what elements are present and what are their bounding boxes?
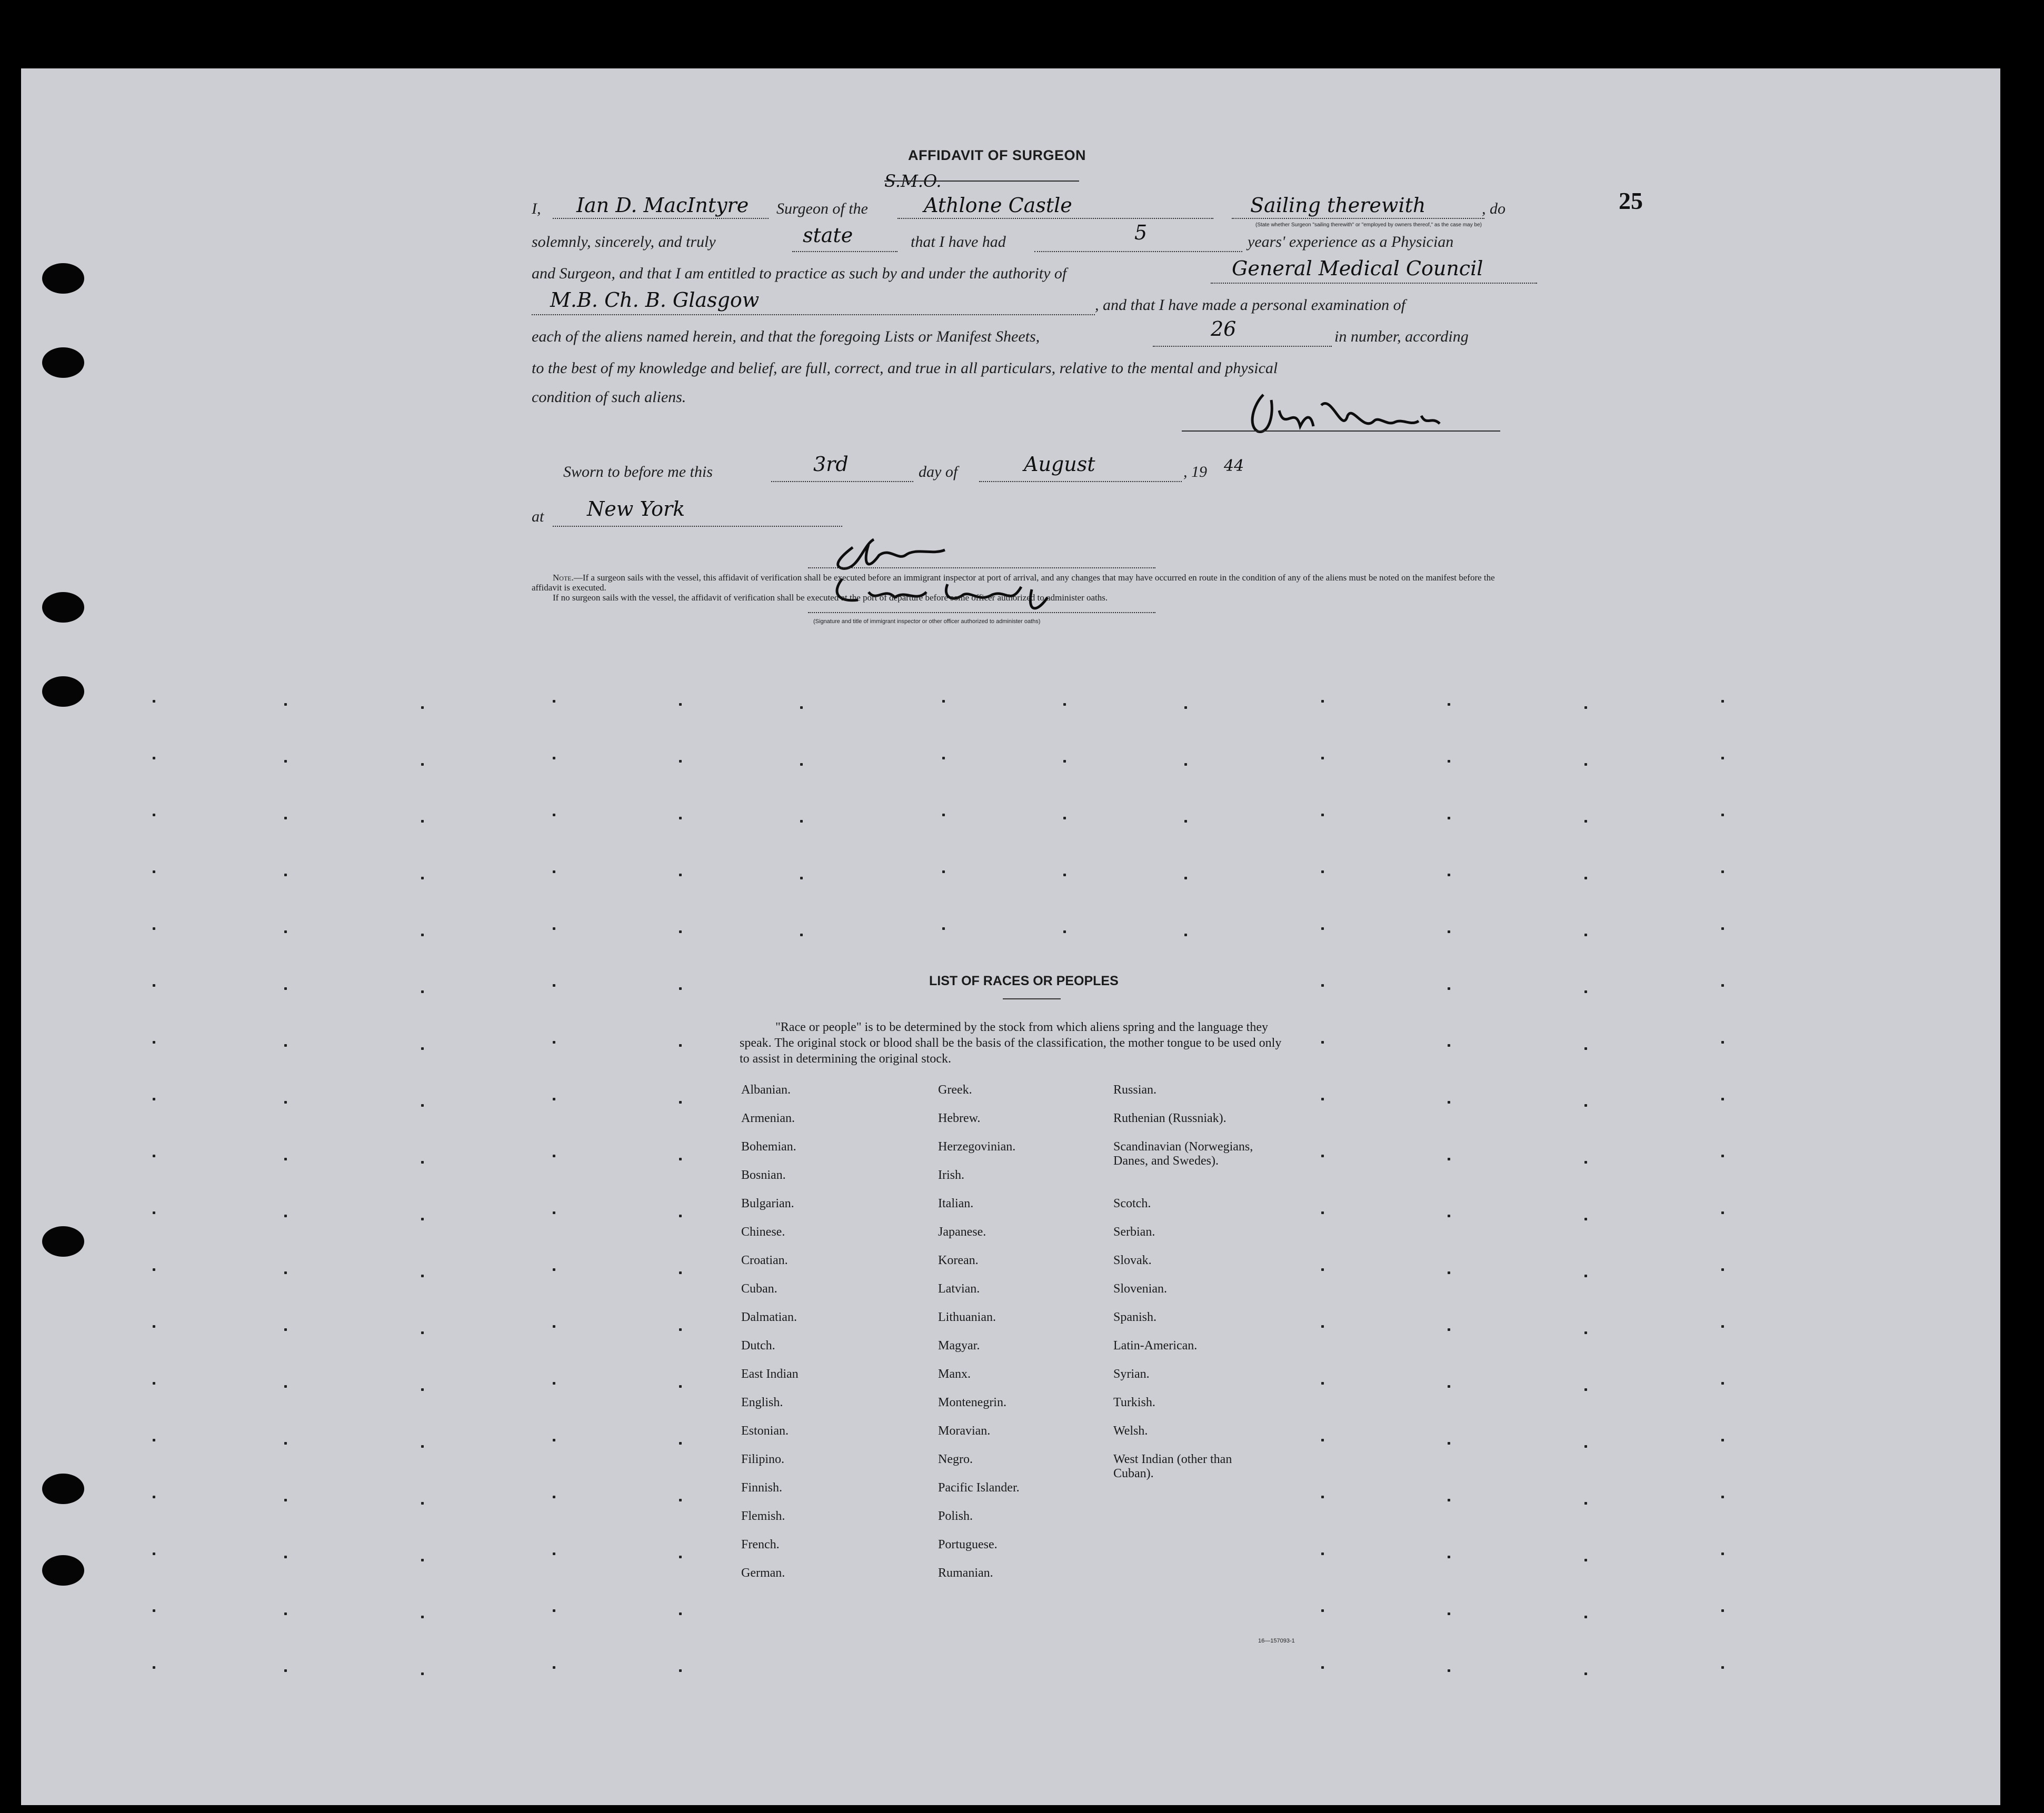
race-item: Scandinavian (Norwegians, Danes, and Swedes). (1113, 1140, 1253, 1168)
column-tick (421, 1331, 424, 1334)
column-tick (1321, 1496, 1324, 1498)
column-tick (553, 1666, 555, 1669)
affidavit-note (532, 573, 1511, 603)
column-tick (553, 984, 555, 987)
column-tick (421, 1388, 424, 1391)
column-tick (679, 1669, 682, 1672)
column-tick (1321, 927, 1324, 930)
race-item: Japanese. (938, 1225, 986, 1239)
column-tick (553, 870, 555, 873)
column-tick (1721, 814, 1724, 816)
column-tick (679, 1385, 682, 1388)
year-handwritten: 44 (1224, 457, 1244, 475)
column-tick (153, 870, 155, 873)
personal-examination-text: , and that I have made a personal examination of (1095, 296, 1405, 314)
column-tick (1584, 1559, 1587, 1561)
column-tick (553, 757, 555, 759)
column-tick (1721, 1382, 1724, 1385)
column-tick (1721, 700, 1724, 703)
column-tick (942, 700, 945, 703)
column-tick (1448, 1158, 1450, 1160)
column-tick (153, 1211, 155, 1214)
race-item (1113, 1168, 1253, 1197)
column-tick (153, 814, 155, 816)
column-tick (421, 763, 424, 766)
column-tick (153, 1552, 155, 1555)
column-tick (942, 870, 945, 873)
binder-hole (42, 263, 84, 294)
race-item: Turkish. (1113, 1396, 1155, 1409)
races-column-1 (741, 1083, 799, 1595)
column-tick (284, 1044, 287, 1047)
column-tick (284, 760, 287, 763)
column-tick (153, 1155, 155, 1157)
column-tick (1321, 1211, 1324, 1214)
race-item: Negro. (938, 1453, 973, 1466)
place-handwritten: New York (587, 497, 685, 520)
column-tick (679, 1612, 682, 1615)
column-tick (284, 817, 287, 819)
race-item: Slovak. (1113, 1254, 1152, 1267)
column-tick (1448, 1556, 1450, 1558)
column-tick (1448, 987, 1450, 990)
race-item: Armenian. (741, 1111, 795, 1125)
sheets-field (1153, 328, 1332, 347)
column-tick (1448, 1271, 1450, 1274)
column-tick (679, 1101, 682, 1104)
column-tick (1721, 757, 1724, 759)
column-tick (1321, 1268, 1324, 1271)
column-tick (421, 934, 424, 936)
surgeon-of-text: Surgeon of the (776, 200, 868, 217)
race-item: Ruthenian (Russniak). (1113, 1111, 1227, 1125)
column-tick (1721, 927, 1724, 930)
race-item: Estonian. (741, 1424, 789, 1438)
column-tick (679, 1328, 682, 1331)
race-item: Dutch. (741, 1339, 775, 1353)
column-tick (679, 1158, 682, 1160)
race-item: French. (741, 1538, 780, 1551)
state-whether-note: (State whether Surgeon "sailing therewith" or "employed by owners thereof," as the case may be) (1255, 222, 1482, 228)
column-tick (679, 703, 682, 706)
column-tick (1321, 814, 1324, 816)
column-tick (284, 1556, 287, 1558)
column-tick (284, 1442, 287, 1445)
column-tick (679, 930, 682, 933)
ship-name-handwritten: Athlone Castle (924, 194, 1072, 217)
knowledge-text: to the best of my knowledge and belief, are full, correct, and true in all particulars, relative to the mental and physical (532, 359, 1278, 377)
column-tick (1321, 984, 1324, 987)
column-tick (421, 1275, 424, 1277)
column-tick (284, 1612, 287, 1615)
race-item: Magyar. (938, 1339, 980, 1353)
column-tick (553, 1098, 555, 1100)
column-tick (1584, 877, 1587, 879)
column-tick (1584, 1502, 1587, 1505)
race-item: Filipino. (741, 1453, 785, 1466)
month-handwritten: August (1024, 453, 1095, 476)
title-underline (884, 181, 1079, 182)
race-item: Cuban. (741, 1282, 777, 1296)
note-label: Note. (553, 573, 574, 583)
column-tick (1448, 1612, 1450, 1615)
column-tick (284, 1385, 287, 1388)
condition-text: condition of such aliens. (532, 388, 686, 406)
that-i-have-had-text: that I have had (911, 233, 1006, 251)
race-item: Serbian. (1113, 1225, 1155, 1239)
column-tick (1448, 703, 1450, 706)
column-tick (800, 934, 803, 936)
race-item: German. (741, 1566, 785, 1580)
race-item (1113, 1538, 1253, 1566)
column-tick (1321, 1098, 1324, 1100)
column-tick (284, 930, 287, 933)
column-tick (284, 1215, 287, 1217)
column-tick (553, 1552, 555, 1555)
column-tick (679, 1215, 682, 1217)
state-handwritten: state (803, 224, 853, 247)
column-tick (553, 814, 555, 816)
column-tick (1184, 934, 1187, 936)
column-tick (1321, 1155, 1324, 1157)
column-tick (421, 1161, 424, 1164)
column-tick (1584, 1331, 1587, 1334)
column-tick (1321, 870, 1324, 873)
column-tick (1448, 874, 1450, 876)
column-tick (421, 1104, 424, 1107)
years-handwritten: 5 (1134, 221, 1148, 244)
column-tick (1721, 1609, 1724, 1612)
column-tick (1184, 706, 1187, 709)
day-of-text: day of (919, 463, 958, 480)
column-tick (1584, 1161, 1587, 1164)
column-tick (800, 763, 803, 766)
column-tick (153, 927, 155, 930)
race-item: Lithuanian. (938, 1310, 996, 1324)
column-tick (153, 984, 155, 987)
column-tick (800, 820, 803, 823)
race-item: Chinese. (741, 1225, 785, 1239)
years-text: years' experience as a Physician (1248, 233, 1454, 251)
column-tick (153, 1439, 155, 1441)
inspector-line-1 (808, 567, 1155, 568)
in-number-text: in number, according (1334, 328, 1469, 345)
column-tick (284, 1499, 287, 1501)
column-tick (1448, 1044, 1450, 1047)
column-tick (1063, 760, 1066, 763)
race-item: Croatian. (741, 1254, 788, 1267)
column-tick (421, 1445, 424, 1448)
race-item: Polish. (938, 1509, 973, 1523)
column-tick (1584, 990, 1587, 993)
races-column-3 (1113, 1083, 1253, 1595)
binder-hole (42, 1555, 84, 1586)
column-tick (679, 1499, 682, 1501)
column-tick (421, 1559, 424, 1561)
race-item: Herzegovinian. (938, 1140, 1016, 1154)
column-tick (1584, 820, 1587, 823)
column-tick (1584, 1275, 1587, 1277)
race-item: English. (741, 1396, 783, 1409)
column-tick (1721, 1666, 1724, 1669)
sworn-text: Sworn to before me this (563, 463, 713, 480)
race-item: Bosnian. (741, 1168, 786, 1182)
authority-text: and Surgeon, and that I am entitled to practice as such by and under the authority of (532, 265, 1067, 282)
race-item: Bulgarian. (741, 1197, 794, 1210)
column-tick (421, 1502, 424, 1505)
column-tick (1584, 934, 1587, 936)
column-tick (553, 1268, 555, 1271)
column-tick (1448, 1101, 1450, 1104)
race-item: Slovenian. (1113, 1282, 1167, 1296)
column-tick (421, 1047, 424, 1050)
column-tick (1448, 1385, 1450, 1388)
race-item: Montenegrin. (938, 1396, 1006, 1409)
race-item: Syrian. (1113, 1367, 1150, 1381)
column-tick (284, 874, 287, 876)
race-item (1113, 1566, 1253, 1595)
column-tick (1584, 763, 1587, 766)
column-tick (1584, 1218, 1587, 1220)
column-tick (1584, 1388, 1587, 1391)
column-tick (1184, 877, 1187, 879)
do-text: , do (1482, 200, 1505, 217)
column-tick (1321, 1609, 1324, 1612)
column-tick (553, 1439, 555, 1441)
day-handwritten: 3rd (813, 453, 849, 476)
column-tick (1321, 1382, 1324, 1385)
column-tick (553, 1041, 555, 1044)
column-tick (553, 1496, 555, 1498)
race-item: Irish. (938, 1168, 964, 1182)
column-tick (800, 706, 803, 709)
column-tick (421, 706, 424, 709)
binder-hole (42, 1226, 84, 1257)
column-tick (284, 703, 287, 706)
column-tick (1184, 763, 1187, 766)
column-tick (421, 820, 424, 823)
column-tick (284, 1669, 287, 1672)
page-number: 25 (1619, 187, 1643, 214)
inspector-line-2 (808, 612, 1155, 613)
column-tick (153, 700, 155, 703)
binder-hole (42, 676, 84, 707)
note-text-2: If no surgeon sails with the vessel, the affidavit of verification shall be executed at the port of departure before some officer authorized to administer oaths. (553, 593, 1108, 603)
column-tick (421, 1218, 424, 1220)
column-tick (421, 990, 424, 993)
race-item: East Indian (741, 1367, 799, 1381)
races-intro: "Race or people" is to be determined by the stock from which aliens spring and the language they speak. The original stock or blood shall be the basis of the classification, the mother tongue to be used only to assist in determining the original stock. (740, 1020, 1282, 1066)
race-item: Spanish. (1113, 1310, 1157, 1324)
column-tick (553, 1155, 555, 1157)
note-text-1: —If a surgeon sails with the vessel, this affidavit of verification shall be executed before an immigrant inspector at port of arrival, and any changes that may have occurred en route in the condition of any of the aliens must be noted on the manifest before the affidavit is executed. (532, 573, 1495, 593)
binder-hole (42, 592, 84, 623)
column-tick (284, 1158, 287, 1160)
surgeon-name-handwritten: Ian D. MacIntyre (576, 194, 749, 217)
race-item: Korean. (938, 1254, 979, 1267)
column-tick (1321, 1041, 1324, 1044)
column-tick (284, 1271, 287, 1274)
race-item (1113, 1509, 1253, 1538)
authority-handwritten-1: General Medical Council (1232, 257, 1483, 280)
race-item: Russian. (1113, 1083, 1157, 1097)
column-tick (1321, 1325, 1324, 1328)
signature-caption: (Signature and title of immigrant inspector or other officer authorized to administer oaths) (813, 618, 1041, 625)
column-tick (553, 700, 555, 703)
races-title-rule (1003, 998, 1061, 999)
race-item: Rumanian. (938, 1566, 993, 1580)
column-tick (553, 1382, 555, 1385)
column-tick (679, 1044, 682, 1047)
race-item: Dalmatian. (741, 1310, 797, 1324)
column-tick (1721, 1098, 1724, 1100)
column-tick (153, 1041, 155, 1044)
races-title: LIST OF RACES OR PEOPLES (929, 974, 1119, 988)
column-tick (421, 1616, 424, 1618)
column-tick (1721, 1211, 1724, 1214)
column-tick (553, 1609, 555, 1612)
column-tick (284, 1328, 287, 1331)
column-tick (1448, 1215, 1450, 1217)
column-tick (1584, 706, 1587, 709)
column-tick (679, 1556, 682, 1558)
binder-hole (42, 1474, 84, 1504)
surgeon-title-handwritten: S.M.O. (884, 171, 942, 191)
race-item: Manx. (938, 1367, 971, 1381)
column-tick (1321, 1552, 1324, 1555)
column-tick (1584, 1104, 1587, 1107)
column-tick (1448, 1669, 1450, 1672)
column-tick (1721, 1041, 1724, 1044)
column-tick (679, 817, 682, 819)
race-item: Flemish. (741, 1509, 785, 1523)
column-tick (1721, 1155, 1724, 1157)
column-tick (679, 1271, 682, 1274)
authority-handwritten-2: M.B. Ch. B. Glasgow (550, 288, 760, 312)
column-tick (1063, 930, 1066, 933)
solemnly-text: solemnly, sincerely, and truly (532, 233, 716, 251)
column-tick (1721, 1439, 1724, 1441)
column-tick (1321, 1666, 1324, 1669)
column-tick (1448, 817, 1450, 819)
race-item: Albanian. (741, 1083, 791, 1097)
column-tick (942, 927, 945, 930)
race-item: Finnish. (741, 1481, 783, 1495)
race-item: Greek. (938, 1083, 972, 1097)
column-tick (1448, 1499, 1450, 1501)
column-tick (153, 1666, 155, 1669)
column-tick (1721, 1325, 1724, 1328)
surgeon-signature-line (1182, 430, 1500, 432)
status-handwritten: Sailing therewith (1250, 194, 1426, 217)
affidavit-i: I, (532, 200, 541, 217)
race-item: Moravian. (938, 1424, 991, 1438)
column-tick (1721, 1552, 1724, 1555)
column-tick (284, 1101, 287, 1104)
column-tick (153, 1382, 155, 1385)
race-item (1113, 1481, 1253, 1509)
column-tick (1584, 1616, 1587, 1618)
column-tick (153, 1496, 155, 1498)
races-column-2 (938, 1083, 1020, 1595)
race-item: Welsh. (1113, 1424, 1148, 1438)
race-item: Pacific Islander. (938, 1481, 1020, 1495)
race-item: Latin-American. (1113, 1339, 1198, 1353)
column-tick (1584, 1445, 1587, 1448)
column-tick (679, 987, 682, 990)
column-tick (553, 1211, 555, 1214)
column-tick (1184, 820, 1187, 823)
column-tick (1321, 757, 1324, 759)
column-tick (1321, 700, 1324, 703)
column-tick (553, 1325, 555, 1328)
column-tick (1721, 870, 1724, 873)
race-item: Latvian. (938, 1282, 980, 1296)
column-tick (1448, 1442, 1450, 1445)
column-tick (1721, 1268, 1724, 1271)
column-tick (1321, 1439, 1324, 1441)
column-tick (1721, 1496, 1724, 1498)
race-item: West Indian (other than Cuban). (1113, 1453, 1232, 1480)
column-tick (1448, 1328, 1450, 1331)
column-tick (679, 1442, 682, 1445)
column-tick (1721, 984, 1724, 987)
column-tick (421, 877, 424, 879)
year-prefix-text: , 19 (1183, 463, 1207, 480)
column-tick (153, 1268, 155, 1271)
column-tick (800, 877, 803, 879)
form-code: 16—157093-1 (1258, 1638, 1295, 1644)
binder-hole (42, 347, 84, 378)
race-item: Hebrew. (938, 1111, 981, 1125)
column-tick (153, 1609, 155, 1612)
column-tick (1063, 874, 1066, 876)
column-tick (942, 757, 945, 759)
column-tick (284, 987, 287, 990)
sheets-handwritten: 26 (1211, 317, 1237, 340)
column-tick (553, 927, 555, 930)
column-tick (153, 1098, 155, 1100)
manifest-sheets-text: each of the aliens named herein, and that the foregoing Lists or Manifest Sheets, (532, 328, 1040, 345)
surgeon-signature (1242, 384, 1463, 442)
column-tick (679, 760, 682, 763)
column-tick (679, 874, 682, 876)
column-tick (1063, 703, 1066, 706)
at-text: at (532, 508, 544, 525)
column-tick (1448, 930, 1450, 933)
column-tick (942, 814, 945, 816)
column-tick (153, 757, 155, 759)
column-tick (153, 1325, 155, 1328)
race-item: Italian. (938, 1197, 974, 1210)
race-item: Portuguese. (938, 1538, 998, 1551)
column-tick (1584, 1672, 1587, 1675)
race-item: Bohemian. (741, 1140, 796, 1154)
column-tick (1584, 1047, 1587, 1050)
column-tick (1448, 760, 1450, 763)
column-tick (1063, 817, 1066, 819)
race-item: Scotch. (1113, 1197, 1151, 1210)
affidavit-title: AFFIDAVIT OF SURGEON (908, 147, 1086, 163)
column-tick (421, 1672, 424, 1675)
